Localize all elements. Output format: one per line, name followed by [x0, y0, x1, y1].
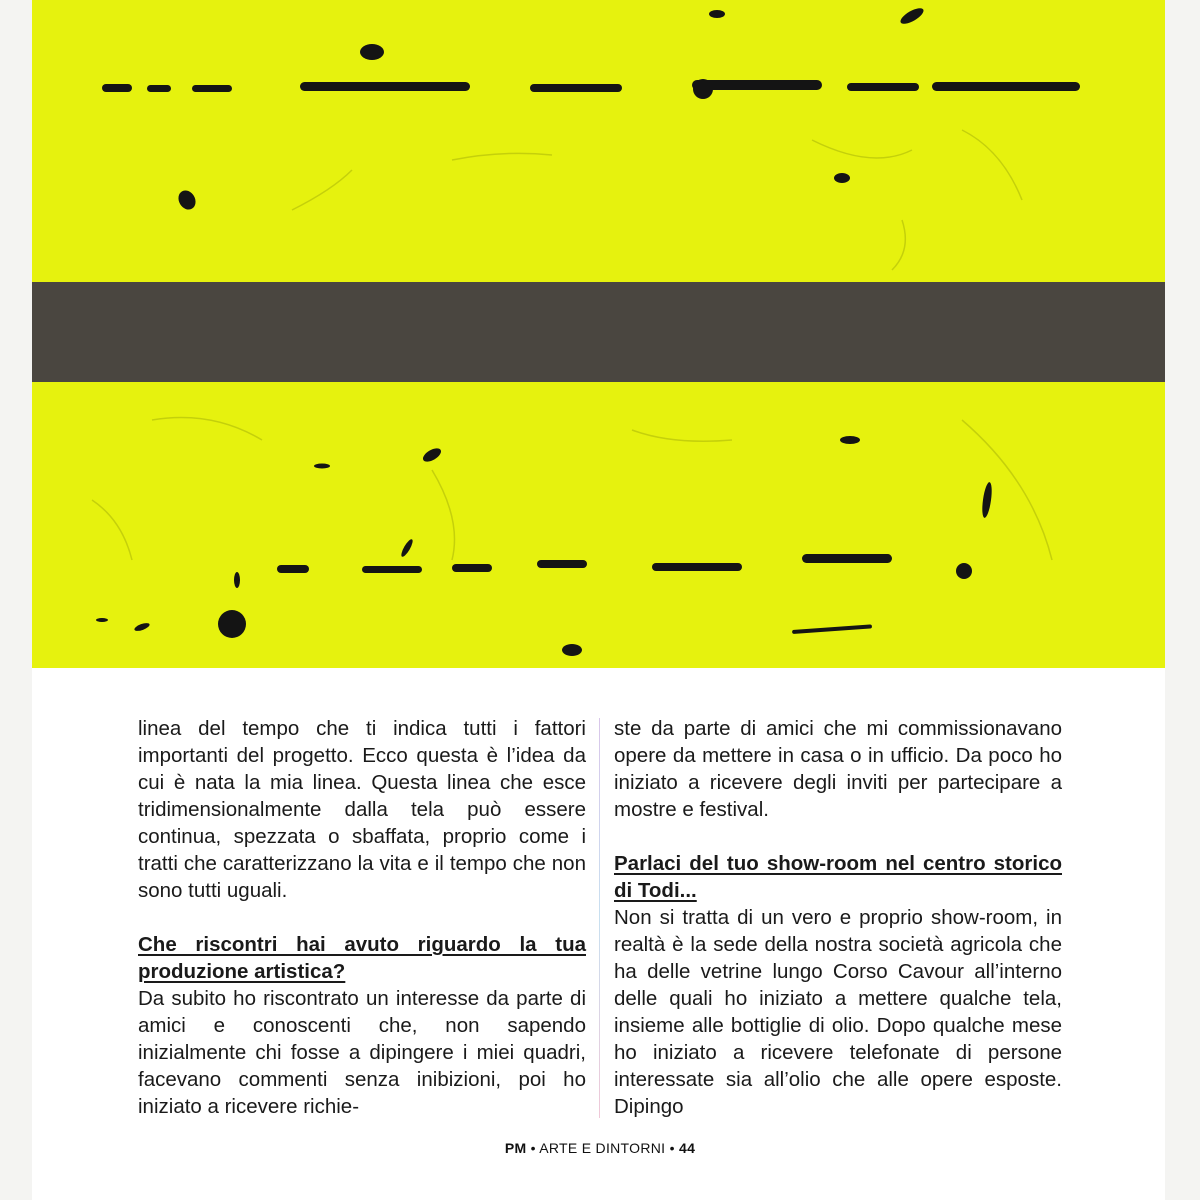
footer-separator: •: [669, 1140, 675, 1156]
answer-paragraph-1: Da subito ho riscontrato un interesse da parte di amici e conoscenti che, non sapendo inizialmente chi fosse a dipingere i miei quadri, facevano commenti senza inibizioni, poi ho iniziato a ricevere richie-: [138, 987, 586, 1118]
footer-separator: •: [530, 1140, 536, 1156]
artwork-image: [32, 0, 1165, 668]
dark-band: [32, 282, 1165, 382]
continuation-paragraph: ste da parte di amici che mi commissionavano opere da mettere in casa o in ufficio. Da poco ho iniziato a ricevere degli inviti per partecipare a mostre e festival.: [614, 717, 1062, 821]
answer-paragraph-2: Non si tratta di un vero e proprio show-room, in realtà è la sede della nostra società agricola che ha delle vetrine lungo Corso Cavour all’interno delle quali ho iniziato a mettere qualche tela, insieme alle bottiglie di olio. Dopo qualche mese ho iniziato a ricevere telefonate di persone interessate sia all’olio che alle opere esposte. Dipingo: [614, 906, 1062, 1118]
question-heading-1: Che riscontri hai avuto riguardo la tua produzione artistica?: [138, 933, 586, 983]
page-footer: [0, 1140, 1200, 1156]
column-divider: [599, 718, 600, 1118]
article-right-column: [614, 715, 1062, 1120]
yellow-painting: [32, 0, 1165, 668]
page-number: 44: [678, 1140, 696, 1156]
question-heading-2: Parlaci del tuo show-room nel centro storico di Todi...: [614, 852, 1062, 902]
article-left-column: [138, 715, 586, 1120]
section-name: ARTE E DINTORNI: [539, 1140, 666, 1156]
magazine-name: PM: [504, 1140, 527, 1156]
intro-paragraph: linea del tempo che ti indica tutti i fattori importanti del progetto. Ecco questa è l’idea da cui è nata la mia linea. Questa linea che esce tridimensionalmente dalla tela può essere continua, spezzata o sbaffata, proprio come i tratti che caratterizzano la vita e il tempo che non sono tutti uguali.: [138, 717, 586, 902]
